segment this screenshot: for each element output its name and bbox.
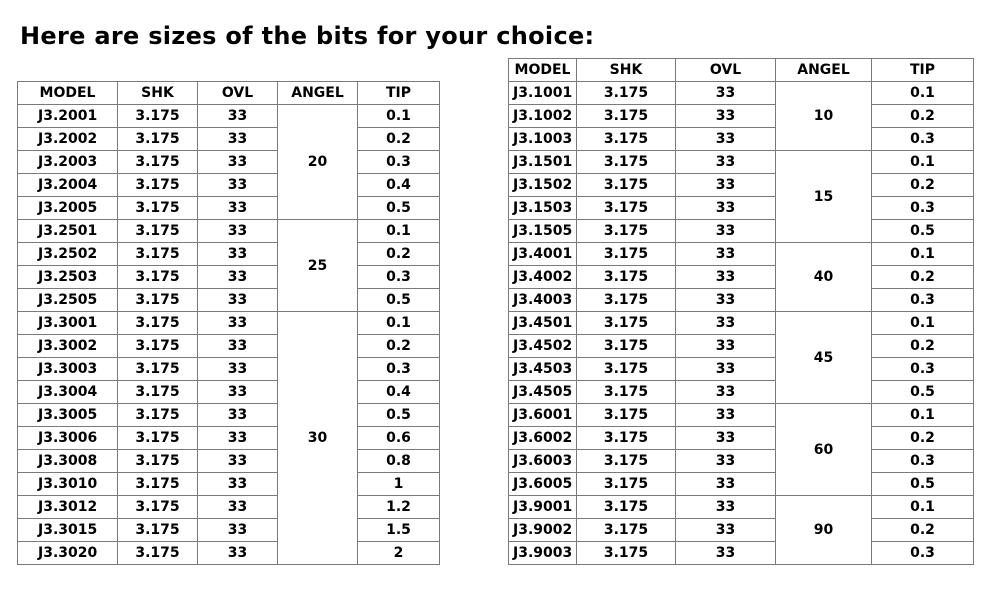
tip-cell: 2 [358, 542, 440, 565]
tip-cell: 0.5 [872, 473, 974, 496]
table-row [18, 404, 440, 427]
ovl-cell: 33 [198, 427, 278, 450]
model-cell: J3.2004 [18, 174, 118, 197]
tip-cell: 0.1 [872, 312, 974, 335]
angle-cell: 25 [278, 220, 358, 312]
ovl-cell: 33 [198, 151, 278, 174]
shk-cell: 3.175 [577, 128, 676, 151]
model-cell: J3.2502 [18, 243, 118, 266]
ovl-cell: 33 [676, 519, 776, 542]
shk-cell: 3.175 [577, 473, 676, 496]
table-row [509, 128, 974, 151]
model-cell: J3.2501 [18, 220, 118, 243]
table-row [18, 381, 440, 404]
ovl-cell: 33 [676, 266, 776, 289]
shk-cell: 3.175 [118, 243, 198, 266]
tip-cell: 0.1 [358, 220, 440, 243]
tip-cell: 0.1 [872, 243, 974, 266]
model-cell: J3.4003 [509, 289, 577, 312]
ovl-cell: 33 [676, 404, 776, 427]
model-cell: J3.9002 [509, 519, 577, 542]
shk-cell: 3.175 [118, 312, 198, 335]
shk-cell: 3.175 [118, 519, 198, 542]
table-header-row [509, 59, 974, 82]
bit-sizes-table-left [17, 81, 440, 565]
shk-cell: 3.175 [577, 151, 676, 174]
table-row [509, 197, 974, 220]
ovl-cell: 33 [198, 174, 278, 197]
tip-cell: 0.1 [358, 105, 440, 128]
ovl-cell: 33 [676, 289, 776, 312]
table-row [509, 450, 974, 473]
model-cell: J3.2503 [18, 266, 118, 289]
tip-cell: 0.2 [872, 427, 974, 450]
ovl-cell: 33 [198, 496, 278, 519]
ovl-cell: 33 [198, 542, 278, 565]
model-cell: J3.3002 [18, 335, 118, 358]
model-cell: J3.1002 [509, 105, 577, 128]
table-row [509, 243, 974, 266]
tip-cell: 0.3 [872, 358, 974, 381]
ovl-cell: 33 [676, 450, 776, 473]
model-cell: J3.1001 [509, 82, 577, 105]
tip-cell: 0.1 [358, 312, 440, 335]
tip-cell: 1 [358, 473, 440, 496]
shk-cell: 3.175 [118, 496, 198, 519]
shk-cell: 3.175 [577, 496, 676, 519]
table-row [18, 427, 440, 450]
table-row [18, 197, 440, 220]
model-cell: J3.4505 [509, 381, 577, 404]
tip-cell: 0.5 [358, 404, 440, 427]
tip-cell: 0.3 [358, 358, 440, 381]
shk-cell: 3.175 [118, 220, 198, 243]
header-shk: SHK [577, 59, 676, 82]
page-title: Here are sizes of the bits for your choice: [20, 22, 595, 50]
shk-cell: 3.175 [577, 358, 676, 381]
ovl-cell: 33 [676, 542, 776, 565]
tip-cell: 0.5 [872, 220, 974, 243]
header-shk: SHK [118, 82, 198, 105]
shk-cell: 3.175 [118, 128, 198, 151]
angle-cell: 30 [278, 312, 358, 565]
model-cell: J3.2505 [18, 289, 118, 312]
model-cell: J3.3020 [18, 542, 118, 565]
table-row [18, 335, 440, 358]
model-cell: J3.1502 [509, 174, 577, 197]
table-header-row [18, 82, 440, 105]
ovl-cell: 33 [198, 450, 278, 473]
table-row [509, 519, 974, 542]
tip-cell: 0.2 [872, 335, 974, 358]
shk-cell: 3.175 [118, 174, 198, 197]
shk-cell: 3.175 [118, 335, 198, 358]
table-row [509, 312, 974, 335]
model-cell: J3.1505 [509, 220, 577, 243]
angle-cell: 90 [776, 496, 872, 565]
table-row [18, 496, 440, 519]
ovl-cell: 33 [198, 128, 278, 151]
angle-cell: 60 [776, 404, 872, 496]
header-angel: ANGEL [776, 59, 872, 82]
ovl-cell: 33 [676, 496, 776, 519]
shk-cell: 3.175 [577, 289, 676, 312]
table-row [509, 335, 974, 358]
ovl-cell: 33 [676, 427, 776, 450]
shk-cell: 3.175 [577, 105, 676, 128]
angle-cell: 45 [776, 312, 872, 404]
angle-cell: 40 [776, 243, 872, 312]
table-row [509, 105, 974, 128]
shk-cell: 3.175 [118, 542, 198, 565]
model-cell: J3.3015 [18, 519, 118, 542]
model-cell: J3.1003 [509, 128, 577, 151]
tip-cell: 0.2 [872, 174, 974, 197]
table-row [18, 312, 440, 335]
tip-cell: 0.1 [872, 151, 974, 174]
model-cell: J3.9003 [509, 542, 577, 565]
tip-cell: 0.8 [358, 450, 440, 473]
tip-cell: 0.6 [358, 427, 440, 450]
table-row [18, 174, 440, 197]
ovl-cell: 33 [676, 128, 776, 151]
table-row [509, 266, 974, 289]
model-cell: J3.6003 [509, 450, 577, 473]
table-row [18, 542, 440, 565]
table-row [509, 174, 974, 197]
ovl-cell: 33 [676, 82, 776, 105]
tip-cell: 0.2 [358, 335, 440, 358]
tip-cell: 0.3 [358, 266, 440, 289]
shk-cell: 3.175 [577, 82, 676, 105]
shk-cell: 3.175 [577, 404, 676, 427]
model-cell: J3.9001 [509, 496, 577, 519]
shk-cell: 3.175 [118, 197, 198, 220]
table-row [18, 220, 440, 243]
shk-cell: 3.175 [577, 335, 676, 358]
model-cell: J3.1503 [509, 197, 577, 220]
shk-cell: 3.175 [577, 243, 676, 266]
ovl-cell: 33 [198, 358, 278, 381]
tip-cell: 0.1 [872, 496, 974, 519]
table-row [18, 128, 440, 151]
ovl-cell: 33 [676, 174, 776, 197]
header-tip: TIP [872, 59, 974, 82]
shk-cell: 3.175 [118, 404, 198, 427]
angle-cell: 15 [776, 151, 872, 243]
ovl-cell: 33 [198, 473, 278, 496]
model-cell: J3.4501 [509, 312, 577, 335]
bit-sizes-table-right [508, 58, 974, 565]
table-row [18, 151, 440, 174]
shk-cell: 3.175 [577, 519, 676, 542]
table-row [18, 519, 440, 542]
header-angel: ANGEL [278, 82, 358, 105]
shk-cell: 3.175 [577, 427, 676, 450]
model-cell: J3.2003 [18, 151, 118, 174]
model-cell: J3.6002 [509, 427, 577, 450]
model-cell: J3.2005 [18, 197, 118, 220]
ovl-cell: 33 [676, 335, 776, 358]
header-ovl: OVL [676, 59, 776, 82]
tip-cell: 0.3 [872, 450, 974, 473]
table-row [509, 496, 974, 519]
table-row [18, 289, 440, 312]
ovl-cell: 33 [198, 381, 278, 404]
ovl-cell: 33 [676, 220, 776, 243]
table-row [509, 427, 974, 450]
tip-cell: 0.1 [872, 404, 974, 427]
tip-cell: 0.5 [358, 289, 440, 312]
ovl-cell: 33 [198, 335, 278, 358]
shk-cell: 3.175 [577, 381, 676, 404]
model-cell: J3.6001 [509, 404, 577, 427]
model-cell: J3.4002 [509, 266, 577, 289]
header-model: MODEL [509, 59, 577, 82]
shk-cell: 3.175 [118, 473, 198, 496]
header-ovl: OVL [198, 82, 278, 105]
ovl-cell: 33 [676, 243, 776, 266]
tip-cell: 0.2 [872, 266, 974, 289]
shk-cell: 3.175 [118, 358, 198, 381]
header-tip: TIP [358, 82, 440, 105]
table-row [18, 358, 440, 381]
model-cell: J3.3005 [18, 404, 118, 427]
table-row [509, 358, 974, 381]
tip-cell: 0.5 [358, 197, 440, 220]
ovl-cell: 33 [676, 312, 776, 335]
ovl-cell: 33 [676, 197, 776, 220]
shk-cell: 3.175 [118, 151, 198, 174]
shk-cell: 3.175 [577, 220, 676, 243]
model-cell: J3.4502 [509, 335, 577, 358]
table-row [509, 220, 974, 243]
table-row [18, 473, 440, 496]
ovl-cell: 33 [198, 197, 278, 220]
model-cell: J3.3004 [18, 381, 118, 404]
tip-cell: 0.3 [872, 128, 974, 151]
shk-cell: 3.175 [577, 197, 676, 220]
shk-cell: 3.175 [118, 105, 198, 128]
angle-cell: 20 [278, 105, 358, 220]
tip-cell: 0.4 [358, 381, 440, 404]
tip-cell: 0.2 [872, 105, 974, 128]
tip-cell: 0.3 [358, 151, 440, 174]
model-cell: J3.2001 [18, 105, 118, 128]
shk-cell: 3.175 [577, 542, 676, 565]
ovl-cell: 33 [676, 473, 776, 496]
tip-cell: 0.3 [872, 289, 974, 312]
ovl-cell: 33 [676, 151, 776, 174]
tip-cell: 0.2 [358, 243, 440, 266]
ovl-cell: 33 [198, 312, 278, 335]
ovl-cell: 33 [198, 404, 278, 427]
shk-cell: 3.175 [577, 312, 676, 335]
shk-cell: 3.175 [118, 289, 198, 312]
table-row [18, 105, 440, 128]
shk-cell: 3.175 [118, 266, 198, 289]
model-cell: J3.3012 [18, 496, 118, 519]
table-row [509, 151, 974, 174]
model-cell: J3.3003 [18, 358, 118, 381]
angle-cell: 10 [776, 82, 872, 151]
tip-cell: 0.3 [872, 197, 974, 220]
model-cell: J3.1501 [509, 151, 577, 174]
ovl-cell: 33 [198, 289, 278, 312]
table-row [509, 404, 974, 427]
model-cell: J3.4503 [509, 358, 577, 381]
table-row [509, 473, 974, 496]
ovl-cell: 33 [676, 105, 776, 128]
ovl-cell: 33 [676, 358, 776, 381]
tip-cell: 0.1 [872, 82, 974, 105]
table-row [18, 243, 440, 266]
shk-cell: 3.175 [577, 266, 676, 289]
ovl-cell: 33 [198, 519, 278, 542]
model-cell: J3.3008 [18, 450, 118, 473]
table-row [509, 289, 974, 312]
ovl-cell: 33 [198, 266, 278, 289]
model-cell: J3.6005 [509, 473, 577, 496]
table-row [18, 450, 440, 473]
tip-cell: 0.2 [872, 519, 974, 542]
ovl-cell: 33 [198, 105, 278, 128]
shk-cell: 3.175 [118, 427, 198, 450]
tip-cell: 1.2 [358, 496, 440, 519]
shk-cell: 3.175 [118, 450, 198, 473]
table-row [18, 266, 440, 289]
ovl-cell: 33 [676, 381, 776, 404]
model-cell: J3.2002 [18, 128, 118, 151]
header-model: MODEL [18, 82, 118, 105]
model-cell: J3.4001 [509, 243, 577, 266]
model-cell: J3.3001 [18, 312, 118, 335]
tip-cell: 0.5 [872, 381, 974, 404]
shk-cell: 3.175 [577, 450, 676, 473]
shk-cell: 3.175 [118, 381, 198, 404]
tip-cell: 0.3 [872, 542, 974, 565]
table-row [509, 542, 974, 565]
tip-cell: 0.2 [358, 128, 440, 151]
ovl-cell: 33 [198, 220, 278, 243]
model-cell: J3.3010 [18, 473, 118, 496]
shk-cell: 3.175 [577, 174, 676, 197]
tip-cell: 0.4 [358, 174, 440, 197]
table-row [509, 381, 974, 404]
ovl-cell: 33 [198, 243, 278, 266]
model-cell: J3.3006 [18, 427, 118, 450]
tip-cell: 1.5 [358, 519, 440, 542]
table-row [509, 82, 974, 105]
